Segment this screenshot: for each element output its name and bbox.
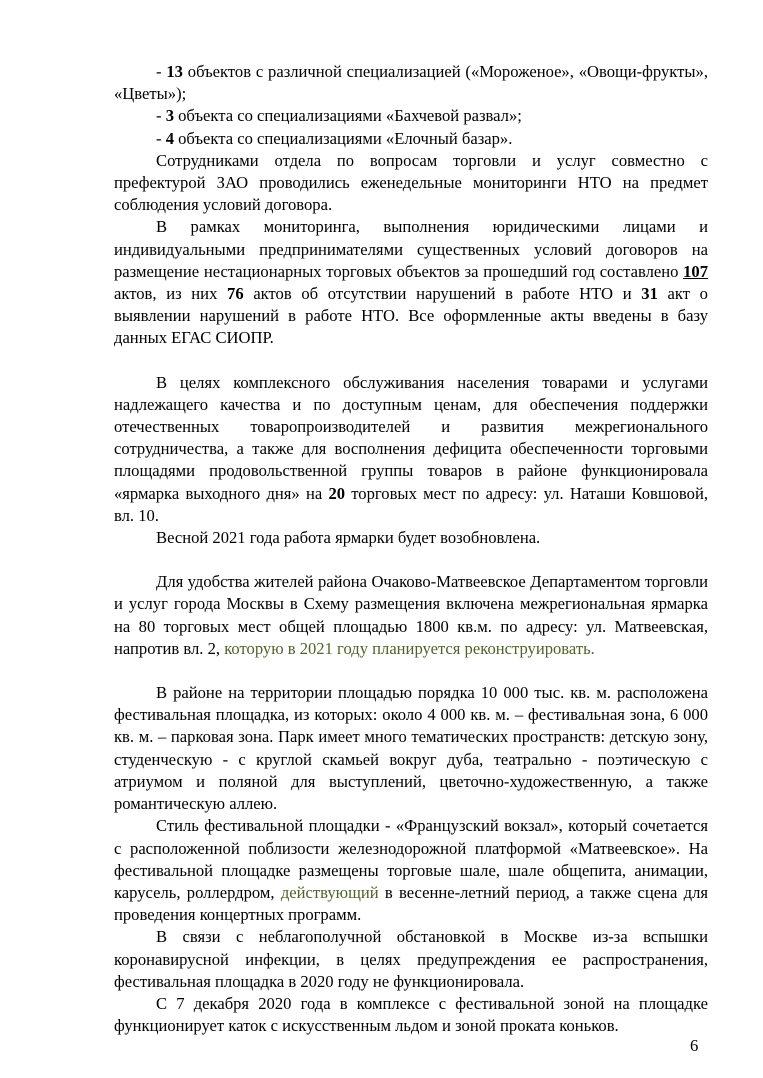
count-value: 4 xyxy=(165,128,174,148)
paragraph-fair: В целях комплексного обслуживания населения товарами и услугами надлежащего качества и по доступным ценам, для обеспечения поддержки отечественных товаропроизводителей и развития межрегионального сотрудничества, а также для восполнения дефицита обеспеченности торговыми площадями продовольственной группы товаров в районе функционировала «ярмарка выходного дня» на 20 торговых мест по адресу: ул. Наташи Ковшовой, вл. 10. xyxy=(114,372,708,525)
acts-total: 107 xyxy=(683,261,708,281)
paragraph-ice-rink: С 7 декабря 2020 года в комплексе с фестивальной зоной на площадке функционирует каток с искусственным льдом и зоной проката коньков. xyxy=(114,993,708,1036)
highlighted-text: действующий xyxy=(280,882,379,902)
paragraph-acts: В рамках мониторинга, выполнения юридическими лицами и индивидуальными предпринимателями существенных условий договоров на размещение нестационарных торговых объектов за прошедший год составлено 107 актов, из них 76 актов об отсутствии нарушений в работе НТО и 31 акт о выявлении нарушений в работе НТО. Все оформленные акты введены в базу данных ЕГАС СИОПР. xyxy=(114,217,708,348)
document-body xyxy=(114,61,708,1037)
count-value: 13 xyxy=(166,62,183,81)
paragraph-covid: В связи с неблагополучной обстановкой в Москве из-за вспышки коронавирусной инфекции, в целях предупреждения ее распространения, фестивальная площадка в 2020 году не функционировала. xyxy=(114,927,708,991)
highlighted-text: которую в 2021 году планируется реконструировать. xyxy=(224,638,595,658)
page-number: 6 xyxy=(690,1036,699,1055)
paragraph-festival-area: В районе на территории площадью порядка 10 000 тыс. кв. м. расположена фестивальная площадка, из которых: около 4 000 кв. м. – фестивальная зона, 6 000 кв. м. – парковая зона. Парк имеет много тематических пространств: детскую зону, студенческую - с круглой скамьей вокруг дуба, театрально - поэтическую с атриумом и поляной для выступлений, цветочно-художественную, а также романтическую аллею. xyxy=(114,683,708,814)
paragraph-gap xyxy=(114,350,708,372)
paragraph-gap xyxy=(114,549,708,571)
list-item: - 3 объекта со специализациями «Бахчевой развал»; xyxy=(156,106,522,126)
paragraph-fair-resume: Весной 2021 года работа ярмарки будет возобновлена. xyxy=(156,528,541,548)
list-item: - 4 объекта со специализациями «Елочный базар». xyxy=(156,128,513,148)
fair-places: 20 xyxy=(328,483,346,503)
acts-violations: 31 xyxy=(641,284,658,304)
list-item: - 13 объектов с различной специализацией («Мороженое», «Овощи-фрукты», «Цветы»); xyxy=(114,62,708,104)
paragraph-festival-style: Стиль фестивальной площадки - «Французский вокзал», который сочетается с расположенной поблизости железнодорожной платформой «Матвеевское». На фестивальной площадке размещены торговые шале, шале общепита, анимации, карусель, роллердром, действующий в весенне-летний период, а также сцена для проведения концертных программ. xyxy=(114,816,708,925)
paragraph-interregional-fair: Для удобства жителей района Очаково-Матвеевское Департаментом торговли и услуг города Москвы в Схему размещения включена межрегиональная ярмарка на 80 торговых мест общей площадью 1800 кв.м. по адресу: ул. Матвеевская, напротив вл. 2, которую в 2021 году планируется реконструировать. xyxy=(114,572,708,658)
paragraph-monitoring: Сотрудниками отдела по вопросам торговли и услуг совместно с префектурой ЗАО проводились еженедельные мониторинги НТО на предмет соблюдения условий договора. xyxy=(114,150,708,215)
acts-no-violations: 76 xyxy=(227,284,244,304)
paragraph-gap xyxy=(114,660,708,682)
count-value: 3 xyxy=(165,106,174,126)
